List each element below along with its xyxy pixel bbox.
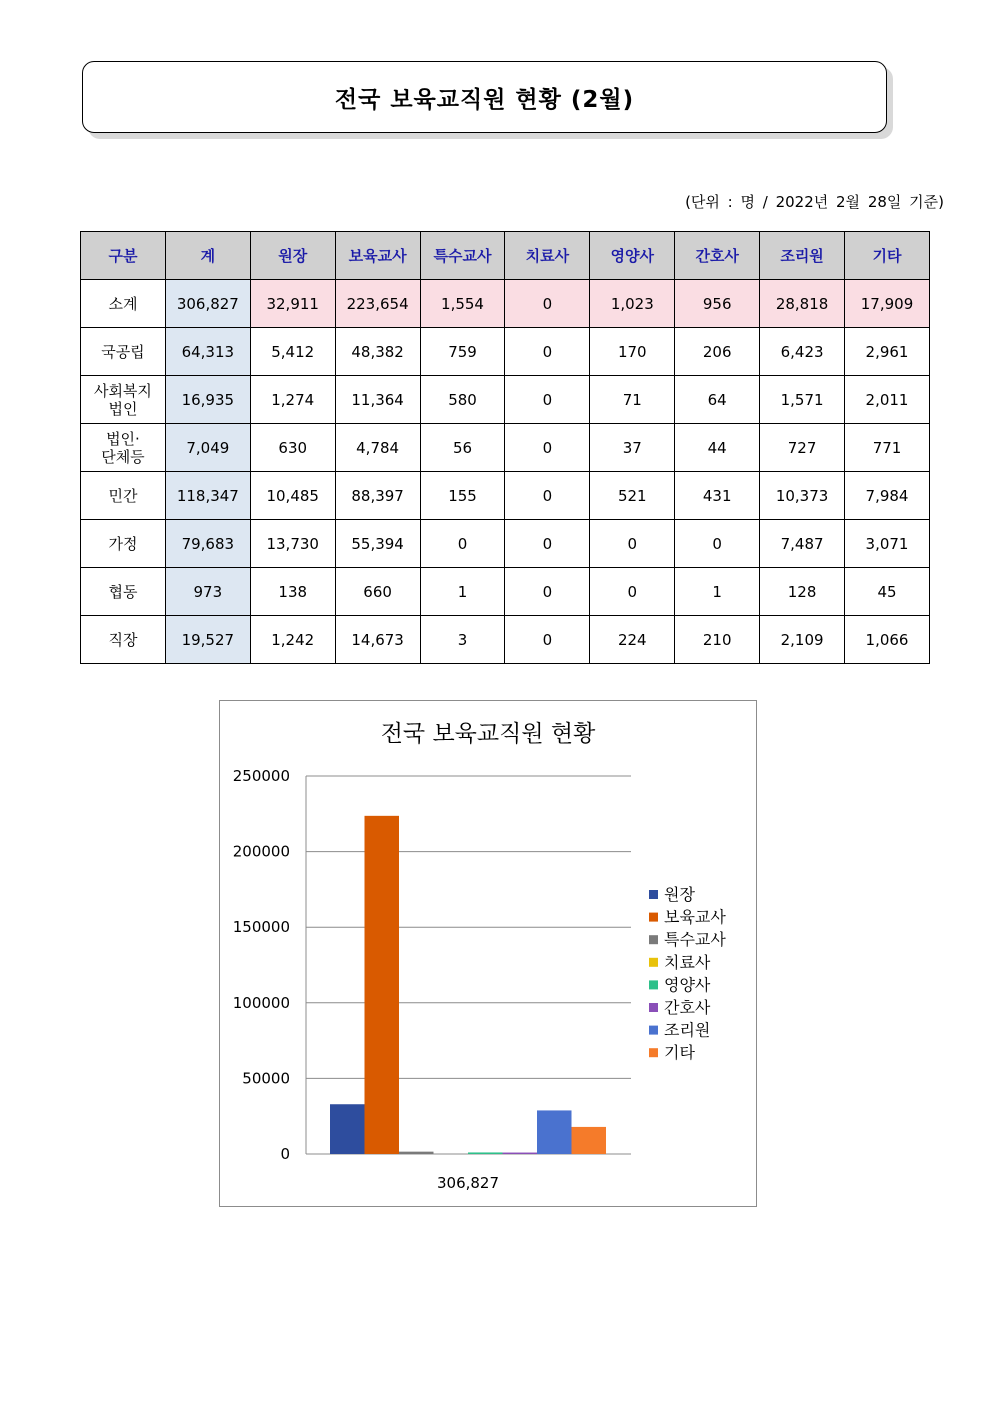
row-label-line: 법인· [106,429,140,448]
row-label-line: 단체등 [101,447,145,466]
row-label-line: 민간 [108,486,138,505]
table-cell: 4,784 [335,424,420,472]
column-header: 영양사 [590,232,675,280]
legend-label: 기타 [664,1043,695,1063]
table-cell: 17,909 [845,280,930,328]
legend-swatch [649,1026,658,1035]
table-cell: 56 [420,424,505,472]
table-cell: 0 [505,568,590,616]
table-cell: 956 [675,280,760,328]
table-cell: 88,397 [335,472,420,520]
bar-원장 [330,1104,365,1154]
table-cell: 210 [675,616,760,664]
table-cell: 3,071 [845,520,930,568]
table-cell: 7,487 [760,520,845,568]
column-header: 특수교사 [420,232,505,280]
table-cell: 0 [505,328,590,376]
table-cell: 5,412 [250,328,335,376]
column-header: 조리원 [760,232,845,280]
y-tick-label: 250000 [232,767,290,785]
staff-table [80,231,930,664]
table-cell: 170 [590,328,675,376]
total-cell: 118,347 [165,472,250,520]
total-cell: 79,683 [165,520,250,568]
table-row [81,616,930,664]
table-cell: 0 [505,616,590,664]
table-cell: 6,423 [760,328,845,376]
table-cell: 771 [845,424,930,472]
row-label [81,568,166,616]
row-label [81,520,166,568]
table-cell: 521 [590,472,675,520]
table-row [81,568,930,616]
table-row [81,472,930,520]
row-label [81,328,166,376]
table-cell: 0 [505,424,590,472]
table-cell: 71 [590,376,675,424]
row-label-line: 국공립 [101,342,145,361]
table-cell: 128 [760,568,845,616]
table-cell: 660 [335,568,420,616]
column-header: 구분 [81,232,166,280]
bar-특수교사 [399,1152,434,1154]
bar-간호사 [503,1153,538,1154]
x-category-label: 306,827 [436,1174,500,1192]
table-cell: 224 [590,616,675,664]
table-cell: 1,554 [420,280,505,328]
column-header: 원장 [250,232,335,280]
legend-label: 조리원 [664,1020,711,1040]
table-cell: 32,911 [250,280,335,328]
table-cell: 1 [420,568,505,616]
table-cell: 138 [250,568,335,616]
table-cell: 13,730 [250,520,335,568]
legend-swatch [649,1048,658,1057]
table-row [81,376,930,424]
legend-label: 영양사 [664,975,711,995]
table-cell: 2,011 [845,376,930,424]
y-tick-label: 0 [280,1145,290,1163]
table-cell: 0 [505,520,590,568]
table-cell: 48,382 [335,328,420,376]
row-label-line: 소계 [108,294,138,313]
y-tick-label: 100000 [232,993,290,1012]
row-label [81,424,166,472]
unit-note: (단위 : 명 / 2022년 2월 28일 기준) [685,193,944,211]
legend-swatch [649,935,658,944]
table-cell: 10,373 [760,472,845,520]
column-header: 간호사 [675,232,760,280]
total-cell: 973 [165,568,250,616]
table-cell: 2,109 [760,616,845,664]
table-cell: 0 [675,520,760,568]
y-tick-label: 150000 [232,918,290,937]
table-cell: 64 [675,376,760,424]
page-title: 전국 보육교직원 현황 (2월) [82,61,887,133]
table-cell: 0 [505,376,590,424]
legend-label: 간호사 [664,998,711,1017]
chart-svg [220,701,756,1206]
table-row [81,520,930,568]
y-tick-label: 50000 [242,1069,290,1088]
legend-swatch [649,890,658,899]
total-cell: 64,313 [165,328,250,376]
total-cell: 7,049 [165,424,250,472]
table-row [81,280,930,328]
row-label-line: 협동 [108,582,138,601]
row-label-line: 법인 [108,399,138,418]
table-cell: 44 [675,424,760,472]
row-label [81,472,166,520]
table-cell: 155 [420,472,505,520]
table-cell: 10,485 [250,472,335,520]
table-cell: 1,023 [590,280,675,328]
legend-swatch [649,913,658,922]
table-cell: 1,066 [845,616,930,664]
table-cell: 727 [760,424,845,472]
legend-swatch [649,958,658,967]
bar-기타 [572,1127,607,1154]
table-cell: 630 [250,424,335,472]
bar-영양사 [468,1152,503,1154]
table-cell: 1,571 [760,376,845,424]
table-cell: 223,654 [335,280,420,328]
row-label [81,376,166,424]
row-label-line: 가정 [108,534,138,553]
table-cell: 0 [590,520,675,568]
table-cell: 3 [420,616,505,664]
table-row [81,328,930,376]
table-cell: 431 [675,472,760,520]
row-label-line: 직장 [108,630,138,649]
legend-label: 치료사 [664,952,711,972]
table-cell: 0 [505,472,590,520]
y-tick-label: 200000 [232,842,290,861]
legend-swatch [649,980,658,989]
table-cell: 0 [420,520,505,568]
legend-label: 특수교사 [664,930,726,950]
table-cell: 37 [590,424,675,472]
bar-보육교사 [365,816,400,1154]
row-label-line: 사회복지 [93,381,152,400]
table-cell: 0 [590,568,675,616]
table-cell: 1 [675,568,760,616]
table-cell: 1,274 [250,376,335,424]
column-header: 보육교사 [335,232,420,280]
table-cell: 206 [675,328,760,376]
bar-chart [219,700,757,1207]
table-cell: 759 [420,328,505,376]
row-label [81,616,166,664]
table-cell: 11,364 [335,376,420,424]
table-header-row [81,232,930,280]
total-cell: 16,935 [165,376,250,424]
column-header: 치료사 [505,232,590,280]
column-header: 계 [165,232,250,280]
table-cell: 2,961 [845,328,930,376]
table-cell: 7,984 [845,472,930,520]
row-label [81,280,166,328]
total-cell: 306,827 [165,280,250,328]
table-row [81,424,930,472]
table-cell: 14,673 [335,616,420,664]
column-header: 기타 [845,232,930,280]
legend-label: 보육교사 [664,907,726,927]
legend-swatch [649,1003,658,1012]
table-cell: 45 [845,568,930,616]
total-cell: 19,527 [165,616,250,664]
legend-label: 원장 [664,885,695,904]
table-cell: 1,242 [250,616,335,664]
table-cell: 55,394 [335,520,420,568]
bar-조리원 [537,1110,572,1154]
table-cell: 580 [420,376,505,424]
chart-title: 전국 보육교직원 현황 [380,721,596,747]
table-cell: 28,818 [760,280,845,328]
table-cell: 0 [505,280,590,328]
